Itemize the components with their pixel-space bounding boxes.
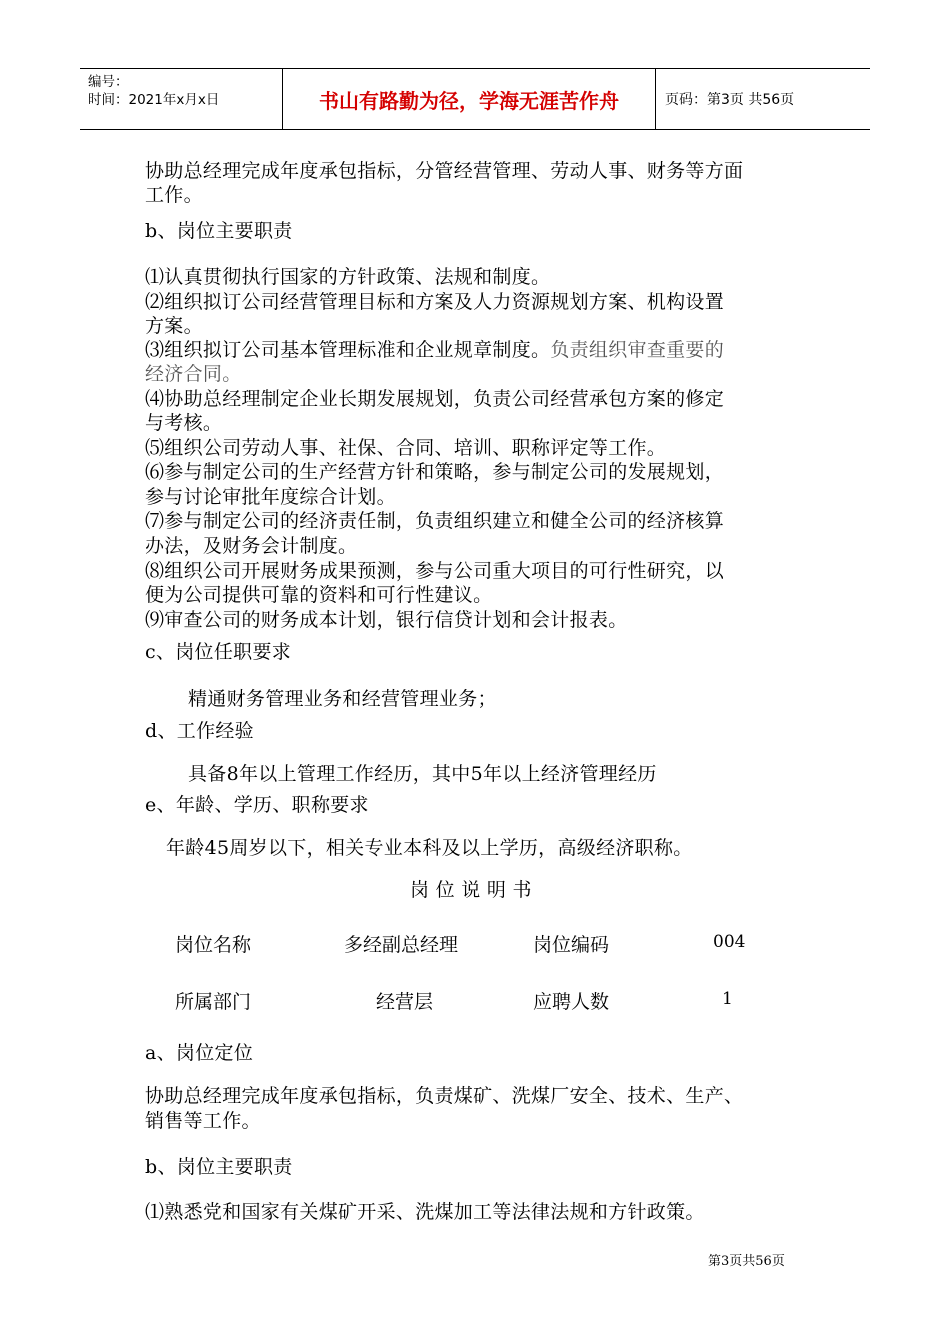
section-c-heading: c、岗位任职要求 xyxy=(145,641,292,663)
duty2-1: ⑴熟悉党和国家有关煤矿开采、洗煤加工等法律法规和方针政策。 xyxy=(145,1201,705,1223)
table-label-position-code: 岗位编码 xyxy=(533,934,610,956)
intro-line-1: 协助总经理完成年度承包指标，分管经营管理、劳动人事、财务等方面 xyxy=(145,160,744,182)
duty-3 xyxy=(145,335,724,362)
duty-3-cont: 经济合同。 xyxy=(145,363,242,385)
document-title: 岗 位 说 明 书 xyxy=(410,879,532,901)
header-motto: 书山有路勤为径，学海无涯苦作舟 xyxy=(282,69,656,129)
duty-1: ⑴认真贯彻执行国家的方针政策、法规和制度。 xyxy=(145,266,551,288)
duty-2: ⑵组织拟订公司经营管理目标和方案及人力资源规划方案、机构设置 xyxy=(145,291,725,313)
table-value-position-code: 004 xyxy=(713,932,746,952)
duty-2-cont: 方案。 xyxy=(145,315,203,337)
duty-8: ⑻组织公司开展财务成果预测，参与公司重大项目的可行性研究，以 xyxy=(145,560,725,582)
table-label-position-name: 岗位名称 xyxy=(175,934,252,956)
position-line-1: 协助总经理完成年度承包指标，负责煤矿、洗煤厂安全、技术、生产、 xyxy=(145,1085,744,1107)
intro-line-2: 工作。 xyxy=(145,184,203,206)
duty-4: ⑷协助总经理制定企业长期发展规划，负责公司经营承包方案的修定 xyxy=(145,388,725,410)
header-page-label: 页码：第3页 共56页 xyxy=(665,92,795,108)
section-a-heading: a、岗位定位 xyxy=(145,1042,254,1064)
position-line-2: 销售等工作。 xyxy=(145,1110,261,1132)
page-header xyxy=(80,68,870,130)
table-label-department: 所属部门 xyxy=(175,991,252,1013)
duty-6-cont: 参与讨论审批年度综合计划。 xyxy=(145,486,396,508)
table-label-headcount: 应聘人数 xyxy=(533,991,610,1013)
table-value-position-name: 多经副总经理 xyxy=(344,934,459,956)
table-value-headcount: 1 xyxy=(722,989,733,1009)
duty-7: ⑺参与制定公司的经济责任制，负责组织建立和健全公司的经济核算 xyxy=(145,510,725,532)
page-footer: 第3页共56页 xyxy=(708,1254,785,1269)
section-b2-heading: b、岗位主要职责 xyxy=(145,1156,293,1178)
age-education-text: 年龄45周岁以下，相关专业本科及以上学历，高级经济职称。 xyxy=(166,837,693,859)
section-e-heading: e、年龄、学历、职称要求 xyxy=(145,794,369,816)
duty-3-gray-text: 负责组织审查重要的 xyxy=(550,339,725,361)
header-meta xyxy=(88,73,283,109)
duty-6: ⑹参与制定公司的生产经营方针和策略，参与制定公司的发展规划， xyxy=(145,461,725,483)
duty-3-text: ⑶组织拟订公司基本管理标准和企业规章制度。 xyxy=(145,339,551,361)
time-label: 时间：2021年x月x日 xyxy=(88,92,220,108)
requirement-text: 精通财务管理业务和经营管理业务； xyxy=(188,688,497,710)
number-label: 编号： xyxy=(88,74,129,90)
duty-9: ⑼审查公司的财务成本计划，银行信贷计划和会计报表。 xyxy=(145,609,628,631)
duty-8-cont: 便为公司提供可靠的资料和可行性建议。 xyxy=(145,584,493,606)
table-value-department: 经营层 xyxy=(376,991,434,1013)
section-d-heading: d、工作经验 xyxy=(145,720,254,742)
experience-text: 具备8年以上管理工作经历，其中5年以上经济管理经历 xyxy=(188,763,657,785)
duty-5: ⑸组织公司劳动人事、社保、合同、培训、职称评定等工作。 xyxy=(145,437,667,459)
duty-7-cont: 办法，及财务会计制度。 xyxy=(145,535,358,557)
section-b-heading: b、岗位主要职责 xyxy=(145,220,293,242)
duty-4-cont: 与考核。 xyxy=(145,412,223,434)
